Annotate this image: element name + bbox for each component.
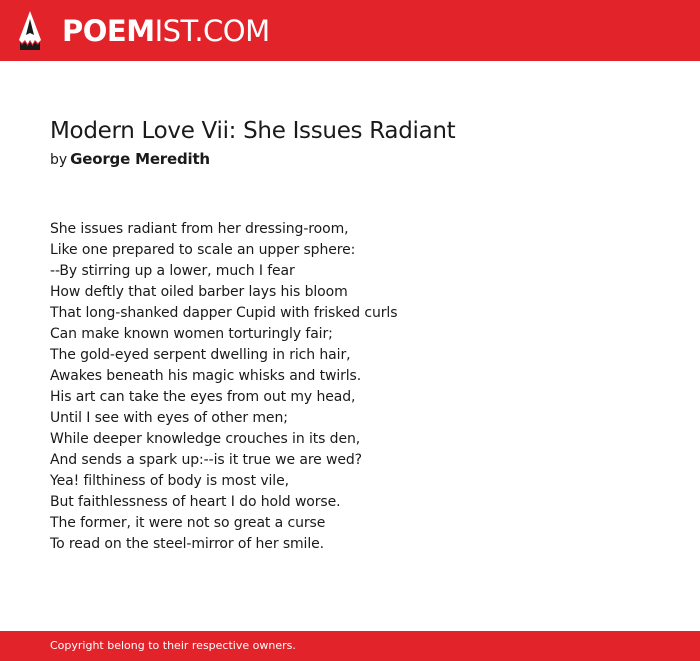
brand-light-text: IST.COM [154, 14, 270, 48]
poem-line: --By stirring up a lower, much I fear [50, 263, 295, 279]
poem-line: His art can take the eyes from out my head, [50, 389, 356, 405]
poem-line: Yea! filthiness of body is most vile, [50, 473, 289, 489]
poem-line: Until I see with eyes of other men; [50, 410, 288, 426]
site-header [0, 0, 700, 61]
poem-line: She issues radiant from her dressing-room, [50, 221, 349, 237]
pencil-tip-icon[interactable] [17, 10, 43, 52]
brand-bold-text: POEM [62, 14, 155, 48]
author-name: George Meredith [70, 150, 210, 168]
byline [50, 148, 210, 171]
poem-line: To read on the steel-mirror of her smile. [50, 536, 324, 552]
poem-line: Like one prepared to scale an upper sphere: [50, 242, 356, 258]
site-brand[interactable] [62, 13, 270, 49]
poem-line: The former, it were not so great a curse [50, 515, 326, 531]
poem-line: Awakes beneath his magic whisks and twirls. [50, 368, 362, 384]
poem-title: Modern Love Vii: She Issues Radiant [50, 118, 456, 144]
poem-body [50, 219, 397, 555]
poem-line: And sends a spark up:--is it true we are wed? [50, 452, 363, 468]
by-label: by [50, 152, 68, 168]
poem-line: While deeper knowledge crouches in its den, [50, 431, 361, 447]
poem-line: But faithlessness of heart I do hold worse. [50, 494, 341, 510]
site-footer [0, 631, 700, 661]
poem-line: How deftly that oiled barber lays his bloom [50, 284, 348, 300]
poem-line: The gold-eyed serpent dwelling in rich hair, [50, 347, 351, 363]
poem-line: That long-shanked dapper Cupid with frisked curls [50, 305, 398, 321]
poem-line: Can make known women torturingly fair; [50, 326, 333, 342]
copyright-notice: Copyright belong to their respective owners. [50, 639, 296, 652]
